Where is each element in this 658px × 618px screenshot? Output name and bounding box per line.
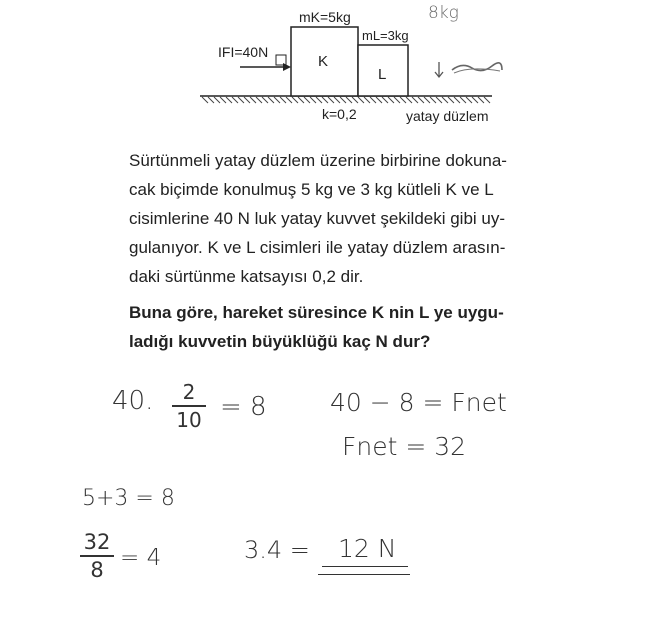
- fraction-bar: [172, 405, 206, 407]
- hatch-mark: [268, 97, 274, 103]
- hw-friction-num: 2: [182, 380, 196, 404]
- hw-accel-result: = 4: [120, 545, 162, 571]
- hatch-mark: [286, 97, 292, 103]
- hw-net-equation: 40 − 8 = Fnet: [330, 388, 507, 417]
- hatch-mark: [280, 97, 286, 103]
- hw-friction-fraction: [172, 380, 206, 432]
- hatch-mark: [346, 97, 352, 103]
- hatch-mark: [424, 97, 430, 103]
- mass-l-label: mL=3kg: [362, 28, 409, 43]
- hatch-mark: [232, 97, 238, 103]
- hatch-mark: [220, 97, 226, 103]
- hatch-mark: [406, 97, 412, 103]
- hw-friction-result: = 8: [220, 392, 267, 422]
- force-marker-box: [276, 55, 286, 65]
- handwritten-mass-note: 8kg: [428, 3, 459, 23]
- hatch-mark: [238, 97, 244, 103]
- hatch-mark: [418, 97, 424, 103]
- hatch-mark: [376, 97, 382, 103]
- hw-force-answer-left: 3.4 =: [244, 536, 310, 564]
- hw-mass-sum: 5+3 = 8: [82, 486, 175, 511]
- hatch-mark: [352, 97, 358, 103]
- hatch-mark: [304, 97, 310, 103]
- problem-line: cak biçimde konulmuş 5 kg ve 3 kg kütleli K ve L: [129, 180, 494, 199]
- problem-line: Sürtünmeli yatay düzlem üzerine birbirine dokuna-: [129, 151, 507, 170]
- hatch-mark: [472, 97, 478, 103]
- hatch-mark: [430, 97, 436, 103]
- hw-accel-fraction: [80, 530, 114, 582]
- hatch-mark: [202, 97, 208, 103]
- hatch-mark: [322, 97, 328, 103]
- hatch-mark: [262, 97, 268, 103]
- hatch-mark: [256, 97, 262, 103]
- hatch-mark: [208, 97, 214, 103]
- block-l-label: L: [378, 66, 387, 83]
- hatch-mark: [442, 97, 448, 103]
- block-k-label: K: [318, 53, 329, 70]
- hatch-mark: [382, 97, 388, 103]
- hatch-mark: [370, 97, 376, 103]
- hatch-mark: [478, 97, 484, 103]
- hatch-mark: [400, 97, 406, 103]
- answer-underline-2: [318, 574, 410, 575]
- hw-friction-left: 40.: [112, 386, 154, 416]
- problem-line: daki sürtünme katsayısı 0,2 dir.: [129, 267, 364, 286]
- hatch-mark: [412, 97, 418, 103]
- problem-line: gulanıyor. K ve L cisimleri ile yatay düzlem arasın-: [129, 238, 506, 257]
- hatch-mark: [292, 97, 298, 103]
- hatch-mark: [388, 97, 394, 103]
- hatch-mark: [298, 97, 304, 103]
- answer-underline: [322, 566, 408, 567]
- hatch-mark: [226, 97, 232, 103]
- hatch-mark: [250, 97, 256, 103]
- hatch-mark: [340, 97, 346, 103]
- question-text: [129, 298, 579, 356]
- hatch-mark: [244, 97, 250, 103]
- hw-accel-den: 8: [90, 558, 104, 582]
- hatch-mark: [328, 97, 334, 103]
- hw-force-answer: 12 N: [338, 534, 397, 563]
- problem-line: cisimlerine 40 N luk yatay kuvvet şekildeki gibi uy-: [129, 209, 506, 228]
- hatch-mark: [214, 97, 220, 103]
- hatch-mark: [466, 97, 472, 103]
- hatch-mark: [436, 97, 442, 103]
- hw-net-result: Fnet = 32: [342, 432, 467, 461]
- hatch-mark: [484, 97, 490, 103]
- hatch-mark: [334, 97, 340, 103]
- surface-label: yatay düzlem: [406, 108, 489, 124]
- ground-hatching: [202, 97, 490, 103]
- hw-friction-den: 10: [176, 408, 202, 432]
- friction-coefficient-label: k=0,2: [322, 106, 357, 122]
- force-arrow-head: [283, 63, 291, 71]
- hatch-mark: [448, 97, 454, 103]
- question-line: Buna göre, hareket süresince K nin L ye uygu-: [129, 303, 504, 322]
- hatch-mark: [274, 97, 280, 103]
- problem-text: [129, 146, 569, 291]
- hatch-mark: [310, 97, 316, 103]
- hatch-mark: [316, 97, 322, 103]
- hatch-mark: [358, 97, 364, 103]
- hatch-mark: [394, 97, 400, 103]
- hatch-mark: [460, 97, 466, 103]
- hatch-mark: [364, 97, 370, 103]
- fraction-bar: [80, 555, 114, 557]
- force-label: IFI=40N: [218, 44, 269, 60]
- question-line: ladığı kuvvetin büyüklüğü kaç N dur?: [129, 332, 431, 351]
- hatch-mark: [454, 97, 460, 103]
- hw-accel-num: 32: [83, 530, 111, 554]
- mass-k-label: mK=5kg: [299, 9, 351, 25]
